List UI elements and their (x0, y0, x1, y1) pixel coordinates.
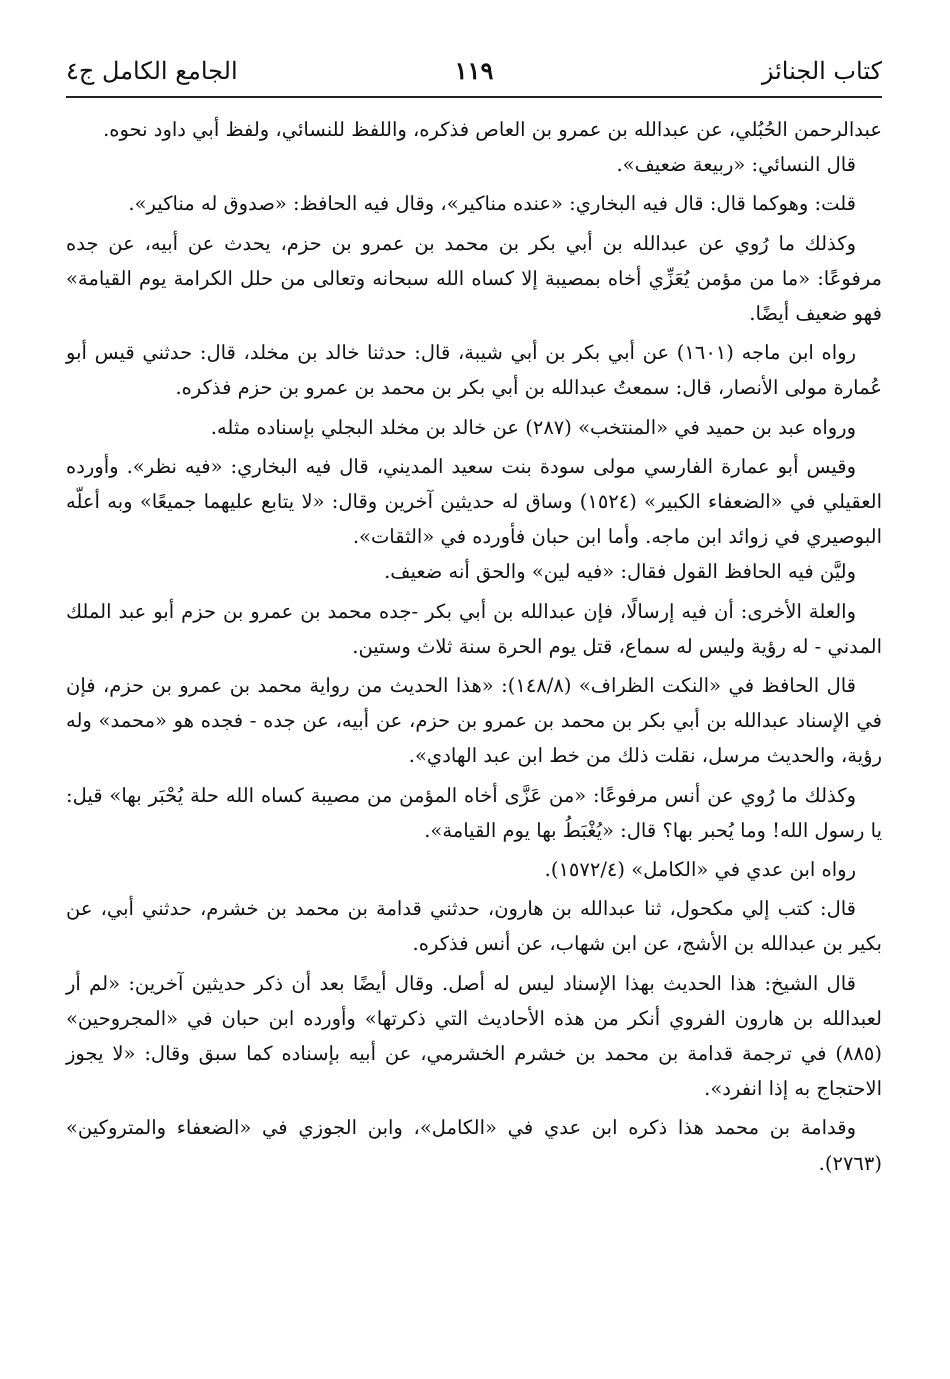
page-header (66, 48, 882, 98)
chapter-title: كتاب الجنائز (761, 57, 882, 85)
paragraph: ورواه عبد بن حميد في «المنتخب» (٢٨٧) عن خالد بن مخلد البجلي بإسناده مثله. (210, 415, 856, 439)
book-title: الجامع الكامل ج٤ (66, 57, 238, 85)
paragraph: قال الحافظ في «النكت الظراف» (١٤٨/٨): «هذا الحديث من رواية محمد بن عمرو بن حزم، فإن في الإسناد عبدالله بن أبي بكر بن محمد بن عمرو بن حزم، عن أبيه، عن جده - فجده هو «محمد» وله رؤية، والحديث مرسل، نقلت ذلك من خط ابن عبد الهادي». (66, 674, 882, 768)
paragraph: قال الشيخ: هذا الحديث بهذا الإسناد ليس له أصل. وقال أيضًا بعد أن ذكر حديثين آخرين: «لم أر لعبدالله بن هارون الفروي أنكر من هذه الأحاديث التي ذكرتها» وأورده ابن حبان في «المجروحين» (٨٨٥) في ترجمة قدامة بن محمد بن خشرم الخشرمي، عن أبيه بإسناده كما سبق وقال: «لا يجوز الاحتجاج به إذا انفرد». (66, 971, 882, 1101)
paragraph: قلت: وهوكما قال: قال فيه البخاري: «عنده مناكير»، وقال فيه الحافظ: «صدوق له مناكير». (128, 192, 856, 216)
paragraph: عبدالرحمن الحُبُلي، عن عبدالله بن عمرو بن العاص فذكره، واللفظ للنسائي، ولفظ أبي داود نحوه. (103, 118, 882, 141)
paragraph: وقدامة بن محمد هذا ذكره ابن عدي في «الكامل»، وابن الجوزي في «الضعفاء والمتروكين» (٢٧٦٣). (66, 1116, 882, 1175)
paragraph: رواه ابن عدي في «الكامل» (١٥٧٢/٤). (544, 858, 856, 882)
paragraph: وكذلك ما رُوي عن أنس مرفوعًا: «من عَزَّى أخاه المؤمن من مصيبة كساه الله حلة يُحْبَر بها» قيل: يا رسول الله! وما يُحبر بها؟ قال: «يُغْبَطُ بها يوم القيامة». (66, 783, 882, 842)
paragraph: وكذلك ما رُوي عن عبدالله بن أبي بكر بن محمد بن عمرو بن حزم، يحدث عن أبيه، عن جده مرفوعًا: «ما من مؤمن يُعَزِّي أخاه بمصيبة إلا كساه الله سبحانه وتعالى من حلل الكرامة يوم القيامة» فهو ضعيف أيضًا. (66, 231, 882, 326)
paragraph: والعلة الأخرى: أن فيه إرسالًا، فإن عبدالله بن أبي بكر -جده محمد بن عمرو بن حزم أبو عبد الملك المدني - له رؤية وليس له سماع، قتل يوم الحرة سنة ثلاث وستين. (66, 599, 882, 658)
page-body (66, 112, 882, 1181)
paragraph: وليَّن فيه الحافظ القول فقال: «فيه لين» والحق أنه ضعيف. (384, 560, 856, 584)
paragraph: قال: كتب إلي مكحول، ثنا عبدالله بن هارون، حدثني قدامة بن محمد بن خشرم، حدثني أبي، عن بكير بن عبدالله بن الأشج، عن ابن شهاب، عن أنس فذكره. (66, 897, 882, 956)
page-number: ١١٩ (454, 56, 494, 85)
paragraph: وقيس أبو عمارة الفارسي مولى سودة بنت سعيد المديني، قال فيه البخاري: «فيه نظر». وأورده العقيلي في «الضعفاء الكبير» (١٥٢٤) وساق له حديثين آخرين وقال: «لا يتابع عليهما جميعًا» وبه أعلّه البوصيري في زوائد ابن ماجه. وأما ابن حبان فأورده في «الثقات». (66, 454, 882, 549)
paragraph: رواه ابن ماجه (١٦٠١) عن أبي بكر بن أبي شيبة، قال: حدثنا خالد بن مخلد، قال: حدثني قيس أبو عُمارة مولى الأنصار، قال: سمعتُ عبدالله بن أبي بكر بن محمد بن عمرو بن حزم فذكره. (66, 341, 882, 400)
paragraph: قال النسائي: «ربيعة ضعيف». (616, 153, 856, 177)
book-page (66, 48, 882, 1181)
